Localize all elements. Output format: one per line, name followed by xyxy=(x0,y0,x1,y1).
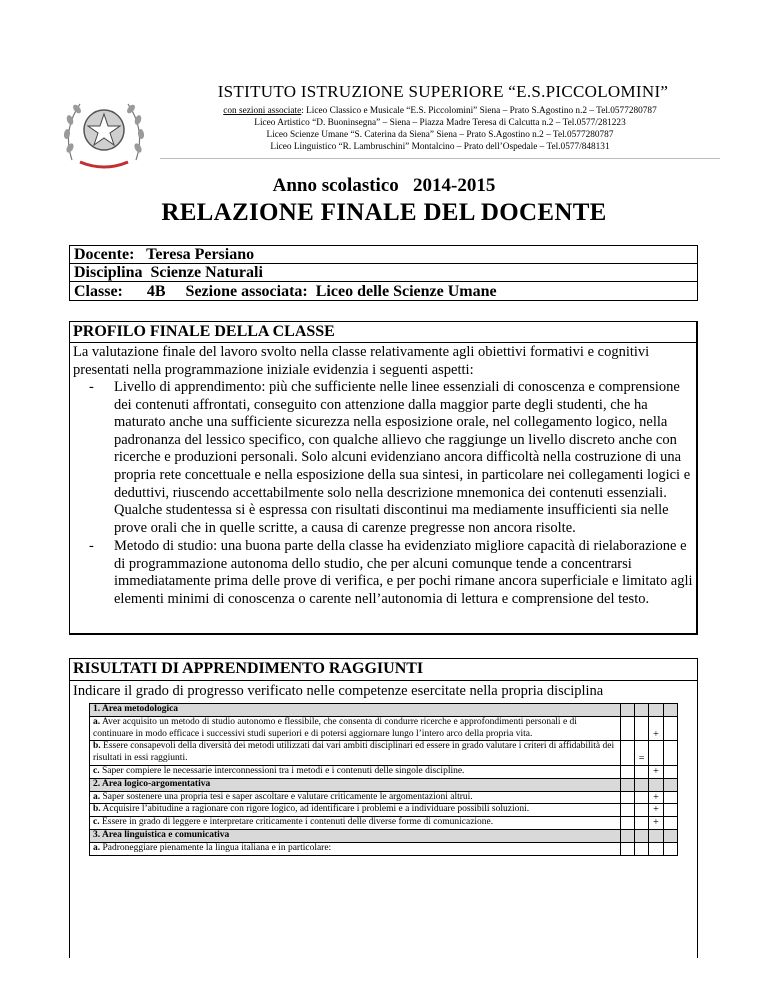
progress-mark-cell-2 xyxy=(634,804,648,817)
competence-description: Acquisire l’abitudine a ragionare con rigore logico, ad identificare i problemi e a individuare possibili soluzioni. xyxy=(100,804,530,815)
competence-letter: a. xyxy=(93,716,101,727)
competence-letter: b. xyxy=(93,741,101,752)
table-section-row xyxy=(90,778,678,791)
progress-mark-cell-4 xyxy=(663,817,677,830)
learning-results-subheading: Indicare il grado di progresso verificato nelle competenze esercitate nella propria disciplina xyxy=(73,683,604,699)
table-row xyxy=(90,804,678,817)
progress-mark-cell-1 xyxy=(620,817,634,830)
progress-mark-cell-3: + xyxy=(649,716,663,741)
area-title: 2. Area logico-argomentativa xyxy=(93,778,211,789)
progress-mark-cell-1 xyxy=(620,765,634,778)
progress-mark-cell-3: + xyxy=(649,804,663,817)
subject-name: Disciplina Scienze Naturali xyxy=(70,264,697,282)
competence-text xyxy=(90,741,621,766)
table-section-row xyxy=(90,829,678,842)
competence-text xyxy=(90,778,621,791)
competence-description: Essere in grado di leggere e interpretare criticamente i contenuti delle diverse forme di comunicazione. xyxy=(99,817,494,828)
header-line-1-rest: : Liceo Classico e Musicale “E.S. Piccolomini” Siena – Prato S.Agostino n.2 – Tel.0577280787 xyxy=(301,106,657,116)
competence-text xyxy=(90,829,621,842)
italian-republic-emblem-icon xyxy=(58,90,150,176)
progress-mark-cell-3: + xyxy=(649,765,663,778)
progress-mark-cell-2 xyxy=(634,791,648,804)
teacher-info-box xyxy=(69,245,698,301)
institute-title: ISTITUTO ISTRUZIONE SUPERIORE “E.S.PICCOLOMINI” xyxy=(217,82,669,101)
header-line-3: Liceo Scienze Umane “S. Caterina da Siena” Siena – Prato S.Agostino n.2 – Tel.0577280787 xyxy=(266,130,614,140)
area-title: 1. Area metodologica xyxy=(93,704,179,714)
progress-mark-cell-3 xyxy=(649,778,663,791)
competence-text xyxy=(90,817,621,830)
competence-letter: c. xyxy=(93,765,100,776)
progress-mark-cell-2 xyxy=(634,829,648,842)
header-line-1 xyxy=(160,105,720,117)
page-title: RELAZIONE FINALE DEL DOCENTE xyxy=(161,199,607,226)
progress-mark-cell-2 xyxy=(634,842,648,855)
progress-mark-cell-4 xyxy=(663,804,677,817)
competence-text xyxy=(90,804,621,817)
competence-letter: c. xyxy=(93,817,100,828)
progress-mark-cell-4 xyxy=(663,791,677,804)
school-year: Anno scolastico 2014-2015 xyxy=(272,175,496,196)
table-row xyxy=(90,791,678,804)
area-title: 3. Area linguistica e comunicativa xyxy=(93,829,230,840)
profile-bullet-learning-level: Livello di apprendimento: più che sufficiente nelle linee essenziali di conoscenza e comprensione dei contenuti affrontati, conseguito con attenzione dalla maggior parte degli studenti, che ha maturato anche una sufficiente sicurezza nella esposizione orale, nel collegamento logico, nella padronanza del lessico specifico, con qualche allievo che raggiunge un livello discreto anche con ricerche e produzioni personali. Solo alcuni evidenziano ancora difficoltà nella costruzione di una propria rete concettuale e nella esposizione della sua sintesi, in particolare nei collegamenti logici e deduttivi, riuscendo accettabilmente solo nella descrizione mnemonica dei contenuti essenziali. Qualche studentessa si è espressa con risultati discontinui ma mediamente insufficienti sia nelle prove orali che in quelle scritte, a causa di carenze pregresse non ancora risolte. xyxy=(114,379,691,536)
competence-text xyxy=(90,704,621,717)
progress-mark-cell-1 xyxy=(620,778,634,791)
header-line-2: Liceo Artistico “D. Buoninsegna” – Siena – Piazza Madre Teresa di Calcutta n.2 – Tel.0577/281223 xyxy=(254,118,626,128)
progress-mark-cell-3: + xyxy=(649,817,663,830)
teacher-name: Docente: Teresa Persiano xyxy=(70,246,697,264)
class-profile-divider xyxy=(69,342,698,343)
header-line-4: Liceo Linguistico “R. Lambruschini” Montalcino – Prato dell’Ospedale – Tel.0577/848131 xyxy=(270,142,610,152)
progress-mark-cell-4 xyxy=(663,765,677,778)
table-row xyxy=(90,741,678,766)
progress-mark-cell-2 xyxy=(634,817,648,830)
progress-mark-cell-2 xyxy=(634,765,648,778)
table-section-row xyxy=(90,704,678,717)
profile-bullet-study-method: Metodo di studio: una buona parte della classe ha evidenziato migliore capacità di rielaborazione e di programmazione autonoma dello studio, che per alcuni comunque tende a concentrarsi immediatamente prima delle prove di verifica, e per pochi rimane ancora superficiale e limitato agli elementi minimi di conoscenza o carente nell’autonomia di lettura e comprensione del testo. xyxy=(114,538,693,607)
competence-description: Essere consapevoli della diversità dei metodi utilizzati dai vari ambiti disciplinari ed essere in grado valutare i criteri di affidabilità dei risultati in essi raggiunti. xyxy=(93,741,615,764)
class-info: Classe: 4B Sezione associata: Liceo delle Scienze Umane xyxy=(74,283,497,300)
competence-text xyxy=(90,842,621,855)
table-row xyxy=(90,716,678,741)
class-profile-intro: La valutazione finale del lavoro svolto nella classe relativamente agli obiettivi formativi e cognitivi presentati nella programmazione iniziale evidenzia i seguenti aspetti: xyxy=(73,344,650,378)
competence-description: Padroneggiare pienamente la lingua italiana e in particolare: xyxy=(100,842,332,853)
bullet-dash-2: - xyxy=(89,538,94,554)
learning-results-heading: RISULTATI DI APPRENDIMENTO RAGGIUNTI xyxy=(73,660,424,677)
competence-text xyxy=(90,791,621,804)
header-line-1-prefix: con sezioni associate xyxy=(223,106,302,116)
progress-mark-cell-3 xyxy=(649,741,663,766)
progress-mark-cell-3: + xyxy=(649,791,663,804)
progress-mark-cell-4 xyxy=(663,829,677,842)
progress-mark-cell-2 xyxy=(634,778,648,791)
class-profile-heading: PROFILO FINALE DELLA CLASSE xyxy=(73,323,335,340)
bullet-dash-1: - xyxy=(89,379,94,395)
progress-mark-cell-3 xyxy=(649,829,663,842)
progress-mark-cell-4 xyxy=(663,716,677,741)
progress-mark-cell-4 xyxy=(663,741,677,766)
competence-letter: a. xyxy=(93,842,101,853)
progress-mark-cell-1 xyxy=(620,716,634,741)
competence-description: Saper sostenere una propria tesi e saper ascoltare e valutare criticamente le argomentazioni altrui. xyxy=(100,791,473,802)
progress-mark-cell-1 xyxy=(620,804,634,817)
progress-mark-cell-1 xyxy=(620,829,634,842)
table-row xyxy=(90,817,678,830)
competence-text xyxy=(90,716,621,741)
competence-description: Aver acquisito un metodo di studio autonomo e flessibile, che consenta di condurre ricerche e approfondimenti personali e di continuare in modo efficace i successivi studi superiori e di potersi aggiornare lungo l’intero arco della propria vita. xyxy=(93,716,577,739)
competence-letter: a. xyxy=(93,791,101,802)
header-divider xyxy=(160,158,720,159)
progress-mark-cell-2 xyxy=(634,716,648,741)
progress-mark-cell-1 xyxy=(620,842,634,855)
progress-mark-cell-2: = xyxy=(634,741,648,766)
table-row xyxy=(90,765,678,778)
progress-mark-cell-1 xyxy=(620,704,634,717)
progress-mark-cell-4 xyxy=(663,842,677,855)
competence-text xyxy=(90,765,621,778)
competence-table xyxy=(89,703,678,856)
progress-mark-cell-4 xyxy=(663,778,677,791)
competence-description: Saper compiere le necessarie interconnessioni tra i metodi e i contenuti delle singole discipline. xyxy=(99,765,465,776)
learning-results-divider xyxy=(69,680,698,681)
progress-mark-cell-1 xyxy=(620,741,634,766)
competence-letter: b. xyxy=(93,804,101,815)
progress-mark-cell-4 xyxy=(663,704,677,717)
progress-mark-cell-3 xyxy=(649,704,663,717)
progress-mark-cell-3 xyxy=(649,842,663,855)
progress-mark-cell-1 xyxy=(620,791,634,804)
progress-mark-cell-2 xyxy=(634,704,648,717)
table-row xyxy=(90,842,678,855)
